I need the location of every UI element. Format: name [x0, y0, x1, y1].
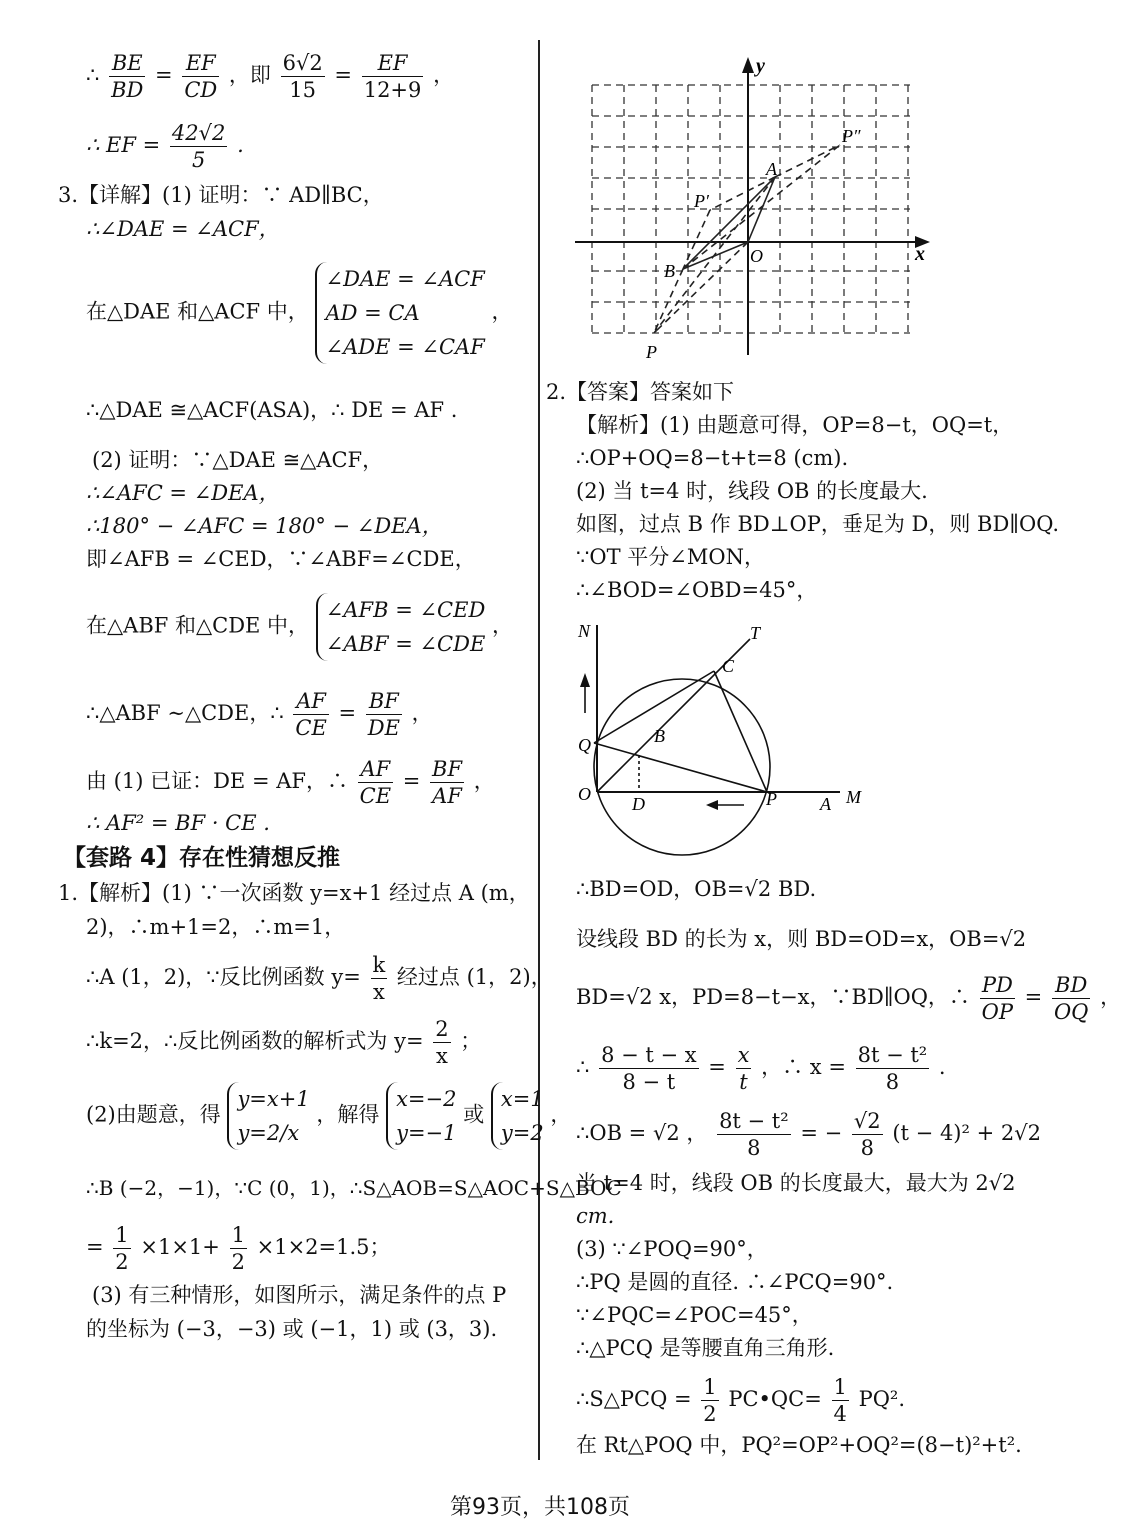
coordinate-grid-figure [570, 55, 940, 365]
label-P: P [646, 342, 657, 362]
q3-system-2: 在△ABF 和△CDE 中， ∠AFB = ∠CED ∠ABF = ∠CDE ， [86, 593, 513, 661]
y-axis-arrow-icon [742, 57, 754, 73]
left-arrow-head-icon [706, 800, 718, 810]
solution-a: x=−2 y=−1 [386, 1082, 456, 1150]
a2-line: cm. [576, 1204, 615, 1228]
q3-line: (2) 证明：∵△DAE ≅△ACF， [92, 448, 384, 472]
a2-line: ∵OT 平分∠MON， [576, 545, 765, 569]
eq-line-1: ∴ $\frac{BE}{BD}$ = $\frac{EF}{CD}$ ，即 $\frac{6√2}{15}$ = $\frac{EF}{12+9}$ ， [86, 51, 455, 102]
a2-line: 【解析】(1) 由题意可得，OP=8−t，OQ=t， [576, 413, 1014, 437]
circle-figure [572, 615, 872, 860]
label-N: N [578, 621, 591, 641]
a2-line: 如图，过点 B 作 BD⊥OP，垂足为 D，则 BD∥OQ. [576, 512, 1060, 536]
p1-line: 2)，∴m+1=2，∴m=1， [86, 915, 346, 939]
a2-line: ∴OB = √2 ， $\frac{\text{8t − t²}}{8}$ = − $\frac{√2}{8}$ (t − 4)² + 2√2 [576, 1109, 1041, 1160]
label-P-double-prime: P″ [842, 126, 861, 146]
a2-line: ∴BD=OD，OB=√2 BD. [576, 877, 817, 901]
p1-line: ∴B (−2，−1)，∵C (0，1)，∴S△AOB=S△AOC+S△BOC [86, 1176, 622, 1200]
segments [594, 671, 767, 792]
label-A: A [766, 159, 777, 179]
a2-line: ∴△PCQ 是等腰直角三角形. [576, 1336, 835, 1360]
label-P-prime: P′ [694, 191, 709, 211]
q3-system-1: 在△DAE 和△ACF 中， ∠DAE = ∠ACF AD = CA ∠ADE = ∠CAF ， [86, 262, 512, 364]
label-A: A [820, 794, 831, 814]
a2-line: ∴OP+OQ=8−t+t=8 (cm). [576, 446, 849, 470]
label-Q: Q [578, 735, 591, 755]
a2-line: ∴ $\frac{8 - t - x}{8 - t}$ = $\frac{x}{t}$ ，∴ x = $\frac{\text{8t − t²}}{8}$ . [576, 1043, 946, 1094]
q3-line: ∴△DAE ≅△ACF(ASA)，∴ DE = AF . [86, 398, 458, 422]
label-M: M [846, 787, 861, 807]
page-number: 第93页，共108页 [450, 1495, 630, 1520]
a2-line: ∴∠BOD=∠OBD=45°， [576, 578, 818, 602]
a2-line: 当 t=4 时，线段 OB 的长度最大，最大为 2√2 [576, 1171, 1016, 1195]
a2-line: BD=√2 x，PD=8−t−x，∵BD∥OQ，∴ $\frac{PD}{OP}$ = $\frac{BD}{OQ}$ ， [576, 973, 1121, 1024]
a2-title: 2.【答案】答案如下 [546, 380, 735, 404]
a2-line: ∴S△PCQ = $\frac{1}{2}$ PC•QC= $\frac{1}{4}$ PQ². [576, 1375, 906, 1426]
p1-line: 1.【解析】(1) ∵一次函数 y=x+1 经过点 A (m， [58, 881, 530, 905]
p1-line: ∴A (1，2)，∵反比例函数 y= $\frac{k}{x}$ 经过点 (1，2)， [86, 953, 552, 1004]
q3-line: 由 (1) 已证：DE = AF，∴ $\frac{AF}{CE}$ = $\frac{BF}{AF}$ ， [86, 757, 495, 808]
equation-system: y=x+1 y=2/x [227, 1082, 309, 1150]
label-T: T [750, 623, 761, 643]
q3-title: 3.【详解】(1) 证明：∵ AD∥BC， [58, 183, 384, 207]
q3-line: ∴△ABF ∼△CDE，∴ $\frac{AF}{CE}$ = $\frac{BF}{DE}$ ， [86, 689, 433, 740]
q3-line: 即∠AFB = ∠CED，∵∠ABF=∠CDE， [86, 547, 476, 571]
label-B: B [664, 261, 675, 281]
q3-line: ∴ AF² = BF · CE . [86, 811, 270, 835]
p1-line: (3) 有三种情形，如图所示，满足条件的点 P [92, 1283, 507, 1307]
label-D: D [632, 794, 645, 814]
q3-line: ∴∠AFC = ∠DEA， [86, 481, 280, 505]
solution-b: x=1 y=2 [491, 1082, 544, 1150]
p1-line: 的坐标为 (−3，−3) 或 (−1，1) 或 (3，3). [86, 1317, 498, 1341]
a2-line: (2) 当 t=4 时，线段 OB 的长度最大. [576, 479, 928, 503]
p1-line: = $\frac{1}{2}$ ×1×1+ $\frac{1}{2}$ ×1×2=1.5； [86, 1223, 391, 1274]
a2-line: 在 Rt△POQ 中，PQ²=OP²+OQ²=(8−t)²+t². [576, 1433, 1022, 1457]
label-B: B [654, 726, 665, 746]
equation-system: ∠DAE = ∠ACF AD = CA ∠ADE = ∠CAF [315, 262, 484, 364]
equation-system: ∠AFB = ∠CED ∠ABF = ∠CDE [316, 593, 486, 661]
eq-line-2: ∴ EF = $\frac{42√2}{5}$ . [86, 121, 244, 172]
circle [594, 679, 770, 855]
label-y: y [756, 55, 765, 77]
a2-line: 设线段 BD 的长为 x，则 BD=OD=x，OB=√2 [576, 927, 1027, 951]
a2-line: ∴PQ 是圆的直径. ∴∠PCQ=90°. [576, 1270, 894, 1294]
label-x: x [915, 243, 925, 265]
label-C: C [722, 656, 735, 676]
up-arrow-head-icon [580, 673, 590, 687]
label-O: O [578, 784, 591, 804]
p1-line: ∴k=2，∴反比例函数的解析式为 y= $\frac{2}{x}$ ； [86, 1017, 482, 1068]
p1-system: (2)由题意，得 y=x+1 y=2/x ，解得 x=−2 y=−1 或 x=1 y=2 ， [86, 1082, 571, 1150]
column-divider [538, 40, 540, 1460]
label-O: O [750, 246, 763, 266]
q3-line: ∴∠DAE = ∠ACF， [86, 217, 280, 241]
q3-line: ∴180° − ∠AFC = 180° − ∠DEA， [86, 514, 443, 538]
a2-line: (3) ∵∠POQ=90°， [576, 1237, 768, 1261]
label-P: P [766, 789, 777, 809]
section-heading: 【套路 4】存在性猜想反推 [63, 845, 341, 871]
a2-line: ∵∠PQC=∠POC=45°， [576, 1303, 813, 1327]
